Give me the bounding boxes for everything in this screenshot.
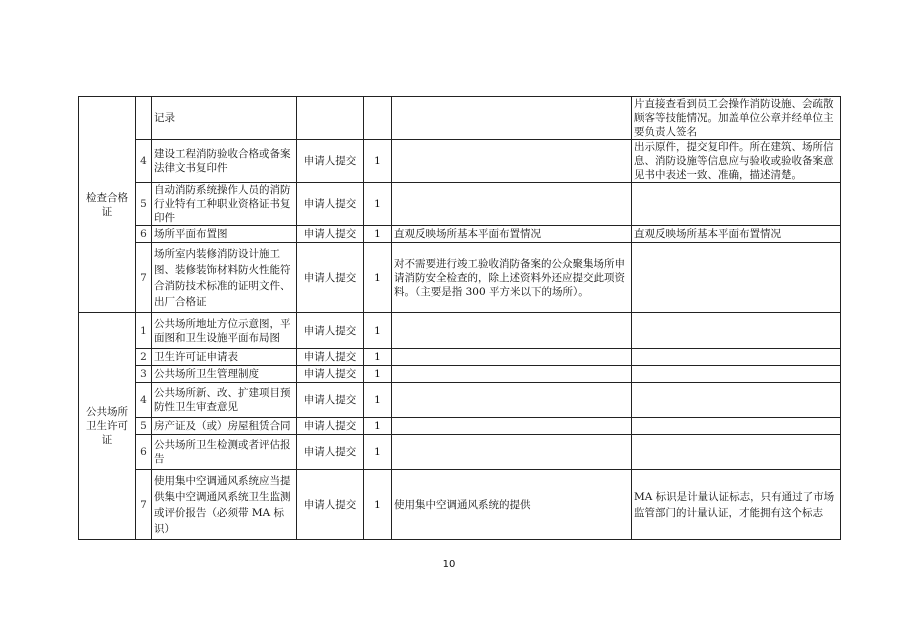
row-number: 6 xyxy=(136,435,152,470)
submitter: 申请人提交 xyxy=(297,243,364,313)
copies: 1 xyxy=(364,470,392,540)
note-primary xyxy=(392,140,632,183)
copies: 1 xyxy=(364,435,392,470)
copies: 1 xyxy=(364,313,392,349)
copies xyxy=(364,97,392,140)
row-number: 7 xyxy=(136,470,152,540)
submitter: 申请人提交 xyxy=(297,418,364,435)
note-secondary xyxy=(632,243,841,313)
requirements-table xyxy=(78,96,841,540)
page-number: 10 xyxy=(442,559,456,570)
submitter: 申请人提交 xyxy=(297,183,364,226)
item-name: 公共场所新、改、扩建项目预防性卫生审查意见 xyxy=(152,383,297,418)
table-row xyxy=(79,140,841,183)
row-number: 4 xyxy=(136,383,152,418)
row-number: 7 xyxy=(136,243,152,313)
item-name: 公共场所卫生管理制度 xyxy=(152,366,297,383)
row-number: 1 xyxy=(136,313,152,349)
note-secondary xyxy=(632,435,841,470)
table-row xyxy=(79,226,841,243)
note-secondary xyxy=(632,418,841,435)
row-number: 2 xyxy=(136,349,152,366)
copies: 1 xyxy=(364,366,392,383)
item-name: 卫生许可证申请表 xyxy=(152,349,297,366)
table-row xyxy=(79,418,841,435)
note-secondary xyxy=(632,383,841,418)
table-row xyxy=(79,313,841,349)
note-secondary xyxy=(632,349,841,366)
note-primary xyxy=(392,313,632,349)
item-name: 场所平面布置图 xyxy=(152,226,297,243)
note-primary xyxy=(392,97,632,140)
note-primary xyxy=(392,435,632,470)
copies: 1 xyxy=(364,418,392,435)
copies: 1 xyxy=(364,183,392,226)
item-name: 公共场所卫生检测或者评估报告 xyxy=(152,435,297,470)
note-primary xyxy=(392,366,632,383)
table-row xyxy=(79,183,841,226)
note-primary xyxy=(392,418,632,435)
table-row xyxy=(79,366,841,383)
note-secondary: 片直接查看到员工会操作消防设施、会疏散顾客等技能情况。加盖单位公章并经单位主要负责人签名 xyxy=(632,97,841,140)
table-row xyxy=(79,435,841,470)
table-row xyxy=(79,470,841,540)
note-secondary: MA 标识是计量认证标志，只有通过了市场监管部门的计量认证，才能拥有这个标志 xyxy=(632,470,841,540)
item-name: 房产证及（或）房屋租赁合同 xyxy=(152,418,297,435)
submitter: 申请人提交 xyxy=(297,366,364,383)
row-number: 5 xyxy=(136,183,152,226)
note-primary xyxy=(392,349,632,366)
table-row xyxy=(79,349,841,366)
submitter: 申请人提交 xyxy=(297,383,364,418)
item-name: 自动消防系统操作人员的消防行业特有工种职业资格证书复印件 xyxy=(152,183,297,226)
row-number: 3 xyxy=(136,366,152,383)
note-primary xyxy=(392,183,632,226)
item-name: 场所室内装修消防设计施工图、装修装饰材料防火性能符合消防技术标准的证明文件、出厂合格证 xyxy=(152,243,297,313)
copies: 1 xyxy=(364,349,392,366)
note-primary: 对不需要进行竣工验收消防备案的公众聚集场所申请消防安全检查的，除上述资料外还应提交此项资料。（主要是指 300 平方米以下的场所）。 xyxy=(392,243,632,313)
submitter: 申请人提交 xyxy=(297,140,364,183)
table-row xyxy=(79,97,841,140)
copies: 1 xyxy=(364,243,392,313)
item-name: 建设工程消防验收合格或备案法律文书复印件 xyxy=(152,140,297,183)
item-name: 使用集中空调通风系统应当提供集中空调通风系统卫生监测或评价报告（必须带 MA 标识） xyxy=(152,470,297,540)
note-primary: 直观反映场所基本平面布置情况 xyxy=(392,226,632,243)
table-row xyxy=(79,383,841,418)
note-secondary xyxy=(632,366,841,383)
row-number xyxy=(136,97,152,140)
copies: 1 xyxy=(364,383,392,418)
submitter: 申请人提交 xyxy=(297,470,364,540)
submitter: 申请人提交 xyxy=(297,435,364,470)
row-number: 6 xyxy=(136,226,152,243)
copies: 1 xyxy=(364,140,392,183)
note-primary xyxy=(392,383,632,418)
note-secondary xyxy=(632,313,841,349)
submitter: 申请人提交 xyxy=(297,226,364,243)
table-row xyxy=(79,243,841,313)
item-name: 记录 xyxy=(152,97,297,140)
note-secondary xyxy=(632,183,841,226)
note-secondary: 直观反映场所基本平面布置情况 xyxy=(632,226,841,243)
category-cell-fire-check: 检查合格证 xyxy=(79,97,136,313)
item-name: 公共场所地址方位示意图，平面图和卫生设施平面布局图 xyxy=(152,313,297,349)
submitter xyxy=(297,97,364,140)
submitter: 申请人提交 xyxy=(297,313,364,349)
submitter: 申请人提交 xyxy=(297,349,364,366)
note-secondary: 出示原件，提交复印件。所在建筑、场所信息、消防设施等信息应与验收或验收备案意见书中表述一致、准确，描述清楚。 xyxy=(632,140,841,183)
row-number: 5 xyxy=(136,418,152,435)
category-cell-health-permit: 公共场所卫生许可证 xyxy=(79,313,136,540)
note-primary: 使用集中空调通风系统的提供 xyxy=(392,470,632,540)
row-number: 4 xyxy=(136,140,152,183)
copies: 1 xyxy=(364,226,392,243)
